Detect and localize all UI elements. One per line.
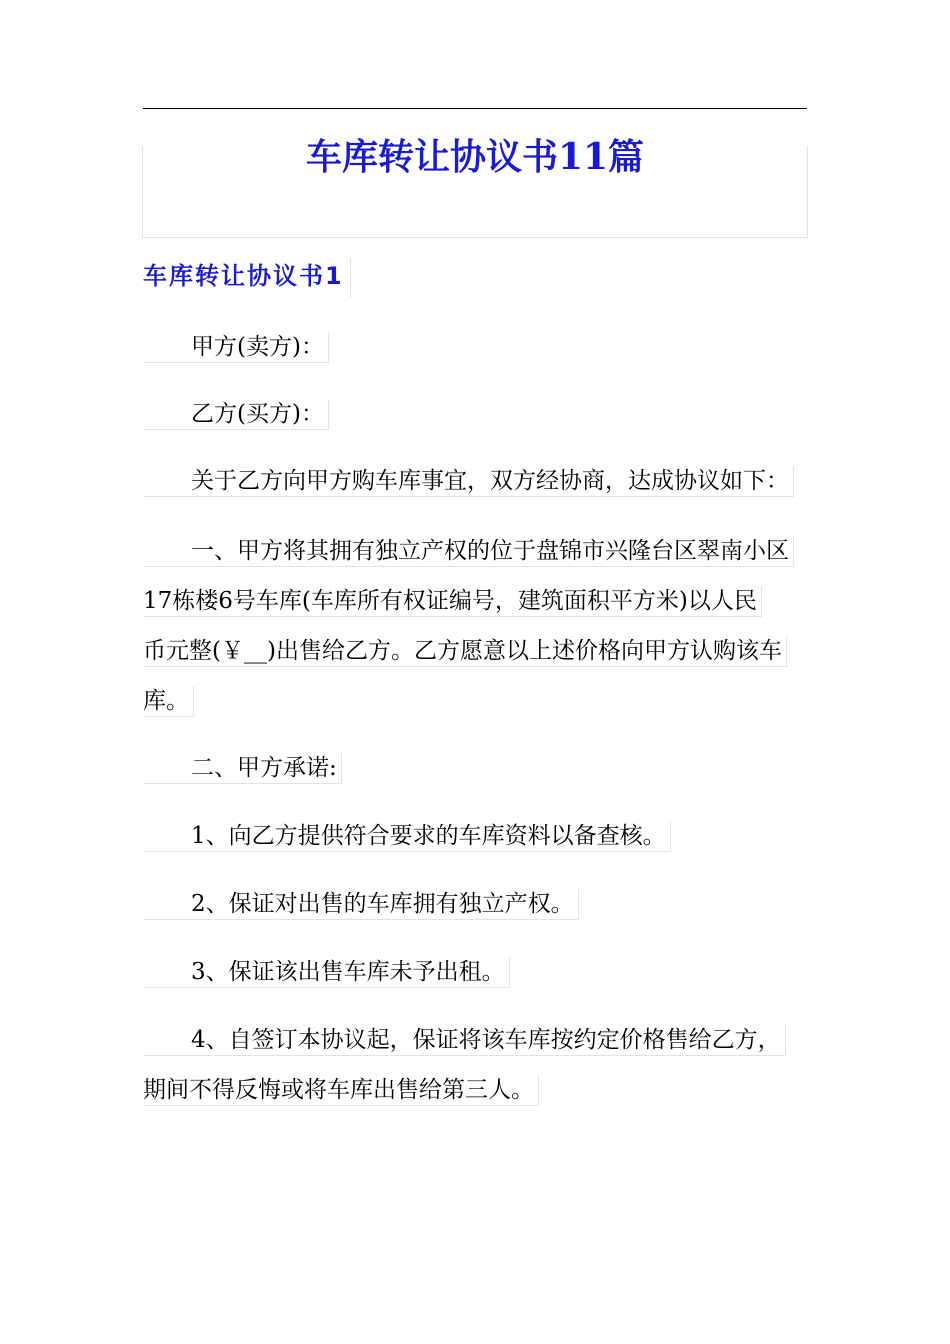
clause-2-item-4-line-2: 期间不得反悔或将车库出售给第三人。 [143, 1075, 539, 1106]
party-a-line: 甲方(卖方)： [143, 332, 329, 363]
document-title: 车库转让协议书11篇 [305, 136, 645, 178]
header-rule [143, 108, 807, 109]
title-box [142, 136, 808, 238]
clause-2-heading: 二、甲方承诺: [143, 753, 342, 784]
intro-line: 关于乙方向甲方购车库事宜，双方经协商，达成协议如下： [143, 466, 794, 497]
clause-1-line-3: 币元整(￥__)出售给乙方。乙方愿意以上述价格向甲方认购该车 [143, 636, 787, 667]
clause-2-item-1: 1、向乙方提供符合要求的车库资料以备查核。 [143, 821, 671, 852]
clause-2-item-4-line-1: 4、自签订本协议起，保证将该车库按约定价格售给乙方， [143, 1025, 786, 1056]
clause-2-item-3: 3、保证该出售车库未予出租。 [143, 957, 510, 988]
party-b-line: 乙方(买方)： [143, 399, 329, 430]
clause-2-item-2: 2、保证对出售的车库拥有独立产权。 [143, 889, 579, 920]
clause-1-line-4: 库。 [143, 686, 194, 717]
clause-1-line-2: 17栋楼6号车库(车库所有权证编号，建筑面积平方米)以人民 [143, 586, 762, 617]
clause-1-line-1: 一、甲方将其拥有独立产权的位于盘锦市兴隆台区翠南小区 [143, 536, 794, 567]
section-heading: 车库转让协议书1 [143, 258, 351, 298]
